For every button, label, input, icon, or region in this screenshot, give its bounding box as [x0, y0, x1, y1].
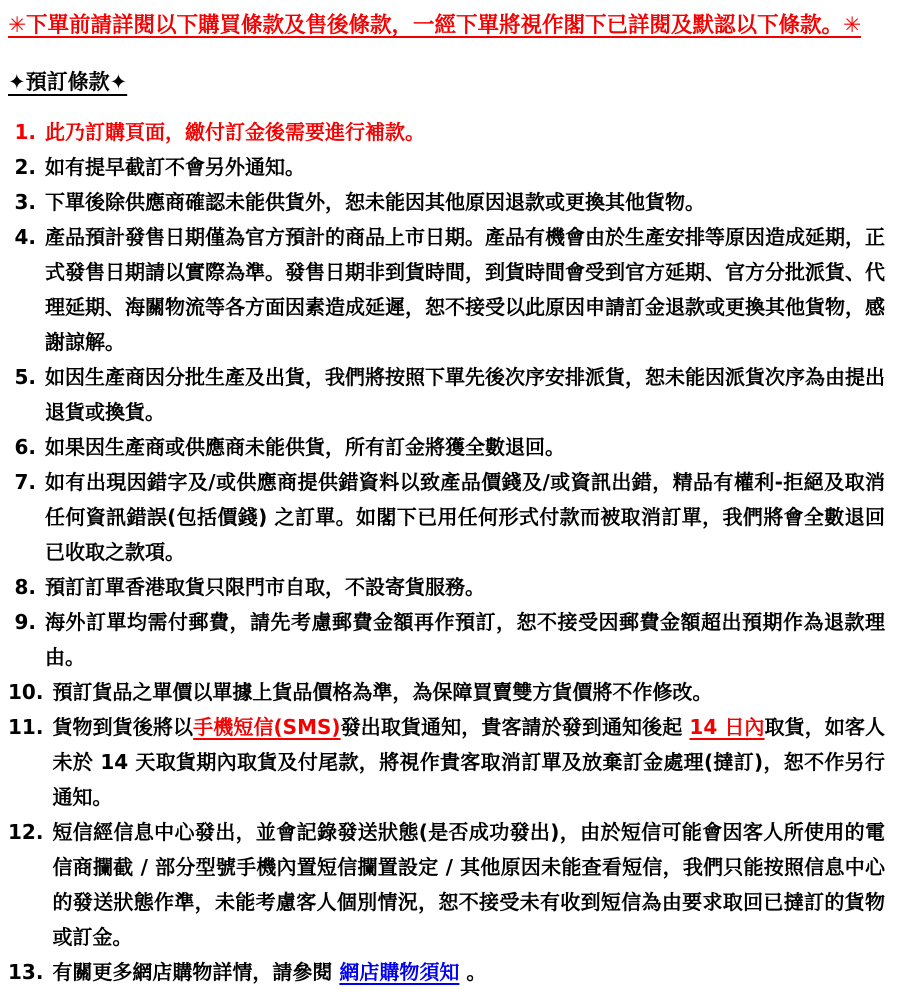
term-text: 預訂訂單香港取貨只限門市自取，不設寄貨服務。 — [45, 575, 485, 599]
term-text: 如有提早截訂不會另外通知。 — [45, 155, 305, 179]
shop-guide-link[interactable]: 網店購物須知 — [339, 960, 460, 984]
term-item — [8, 710, 885, 815]
term-number: 3. — [14, 190, 36, 214]
term-text: 如有出現因錯字及/或供應商提供錯資料以致產品價錢及/或資訊出錯，精品有權利-拒絕及取消任何資訊錯誤(包括價錢) 之訂單。如閣下已用任何形式付款而被取消訂單，我們將會全數退回已收取之款項。 — [45, 470, 885, 564]
term-item — [8, 465, 885, 570]
section-title-text: ✦預訂條款✦ — [8, 70, 128, 94]
term-item — [8, 220, 885, 360]
term-text: 此乃訂購頁面，繳付訂金後需要進行補款。 — [45, 120, 425, 144]
term-number: 6. — [14, 435, 36, 459]
notice-text: ✳下單前請詳閱以下購買條款及售後條款，一經下單將視作閣下已詳閱及默認以下條款。✳ — [8, 13, 862, 38]
term-text: 海外訂單均需付郵費，請先考慮郵費金額再作預訂，恕不接受因郵費金額超出預期作為退款理由。 — [45, 610, 885, 669]
term-number: 11. — [8, 715, 44, 739]
term-text-segment: 發出取貨通知，貴客請於發到通知後起 — [340, 715, 690, 739]
term-number: 12. — [8, 820, 44, 844]
term-number: 8. — [14, 575, 36, 599]
term-number: 10. — [8, 680, 44, 704]
term-text-segment: 有關更多網店購物詳情，請參閱 — [52, 960, 340, 984]
term-number: 2. — [14, 155, 36, 179]
term-item — [8, 360, 885, 430]
term-item — [8, 185, 885, 220]
terms-list — [8, 115, 885, 990]
section-title — [8, 67, 885, 97]
term-item — [8, 955, 885, 990]
term-number: 5. — [14, 365, 36, 389]
term-text — [52, 955, 885, 990]
term-text-segment: 。 — [459, 960, 487, 984]
term-item — [8, 115, 885, 150]
term-text-segment: 取貨，如客人未於 14 天取貨期內取貨及付尾款，將視作貴客取消訂單及放棄訂金處理(撻訂)，恕不作另行通知。 — [52, 715, 886, 809]
term-item — [8, 430, 885, 465]
term-text: 如果因生產商或供應商未能供貨，所有訂金將獲全數退回。 — [45, 435, 565, 459]
term-text: 短信經信息中心發出，並會記錄發送狀態(是否成功發出)，由於短信可能會因客人所使用的電信商攔截 / 部分型號手機內置短信攔置設定 / 其他原因未能查看短信，我們只能按照信息中心的發送狀態作準，未能考慮客人個別情況，恕不接受未有收到短信為由要求取回已撻訂的貨物或訂金。 — [52, 820, 885, 949]
term-text: 下單後除供應商確認未能供貨外，恕未能因其他原因退款或更換其他貨物。 — [45, 190, 705, 214]
term-item — [8, 605, 885, 675]
term-text: 產品預計發售日期僅為官方預計的商品上市日期。產品有機會由於生產安排等原因造成延期，正式發售日期請以實際為準。發售日期非到貨時間，到貨時間會受到官方延期、官方分批派貨、代理延期、海關物流等各方面因素造成延遲，恕不接受以此原因申請訂金退款或更換其他貨物，感謝諒解。 — [45, 225, 885, 354]
term-text — [52, 710, 885, 815]
term-number: 1. — [14, 120, 36, 144]
term-text-segment: 貨物到貨後將以 — [52, 715, 194, 739]
term-item — [8, 570, 885, 605]
term-number: 13. — [8, 960, 44, 984]
pre-order-notice-header — [8, 9, 885, 43]
pickup-deadline-emphasis: 14 日內 — [689, 715, 765, 739]
term-item — [8, 675, 885, 710]
sms-notice-emphasis: 手機短信(SMS) — [193, 715, 341, 739]
term-number: 7. — [14, 470, 36, 494]
term-text: 預訂貨品之單價以單據上貨品價格為準，為保障買賣雙方貨價將不作修改。 — [52, 680, 713, 704]
term-number: 9. — [14, 610, 36, 634]
term-item — [8, 815, 885, 955]
term-item — [8, 150, 885, 185]
term-number: 4. — [14, 225, 36, 249]
term-text: 如因生產商因分批生產及出貨，我們將按照下單先後次序安排派貨，恕未能因派貨次序為由提出退貨或換貨。 — [45, 365, 885, 424]
